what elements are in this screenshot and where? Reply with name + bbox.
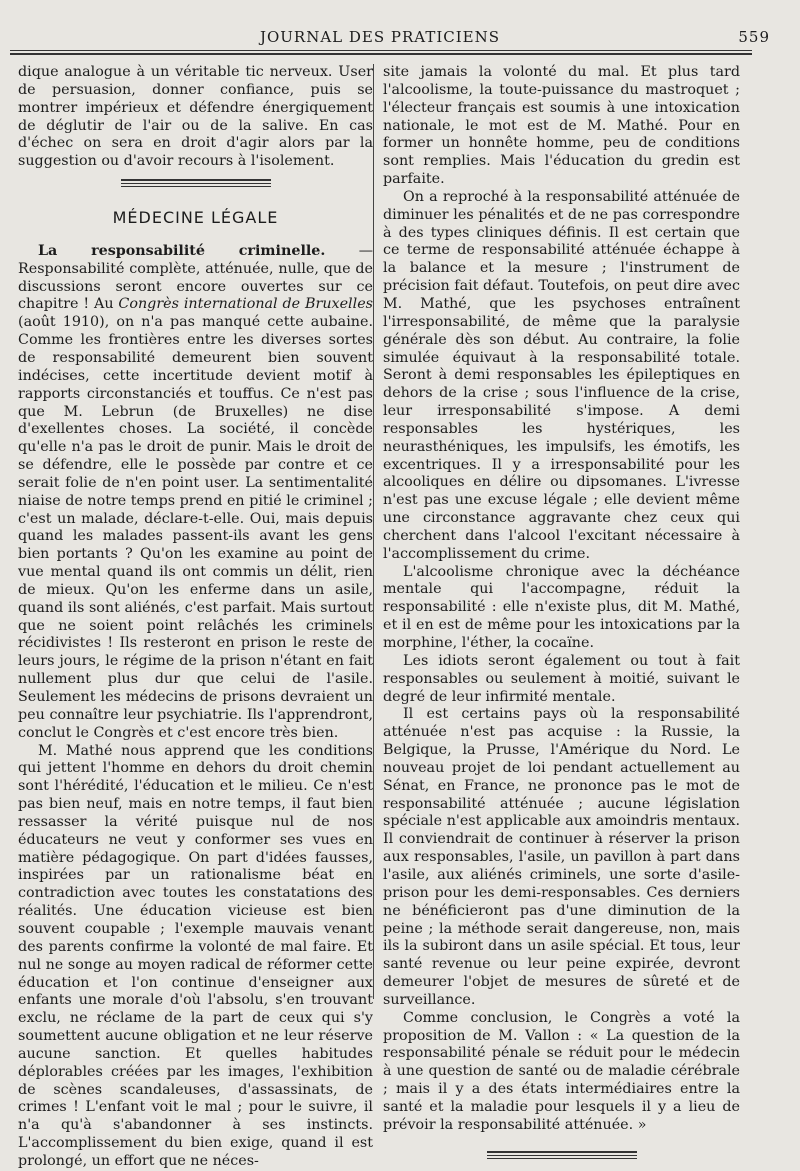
- section-separator: [121, 179, 271, 184]
- article-runin-title: La responsabilité criminelle.: [38, 242, 326, 259]
- paragraph: Les idiots seront également ou tout à fait responsables ou seulement à moitié, suivant le degré de leur infirmité mentale.: [383, 652, 740, 705]
- end-rule: [487, 1151, 637, 1156]
- section-title: MÉDECINE LÉGALE: [112, 208, 279, 228]
- column-divider: [373, 64, 374, 999]
- paragraph: Il est certains pays où la responsabilité atténuée n'est pas acquise : la Russie, la Belgique, la Prusse, l'Amérique du Nord. Le nouveau projet de loi pendant actuellement au Sénat, en France, ne prononce pas le mot de responsabilité atténuée ; aucune législation spéciale n'est applicable aux amoindris mentaux. Il conviendrait de continuer à réserver la prison aux responsables, l'asile, un pavillon à part dans l'asile, aux aliénés criminels, une sorte d'asile-prison pour les demi-responsables. Ces derniers ne bénéficieront pas d'une diminution de la peine ; la méthode serait dangereuse, non, mais ils la subiront dans un asile spécial. Et tous, leur santé revenue ou leur peine expirée, devront demeurer l'objet de mesures de sûreté et de surveillance.: [383, 706, 740, 1008]
- paragraph: Comme conclusion, le Congrès a voté la proposition de M. Vallon : « La question de la responsabilité pénale se réduit pour le médecin à une question de santé ou de maladie cérébrale ; mais il y a des états intermédiaires entre la santé et la maladie pour lesquels il y a lieu de prévoir la responsabilité atténuée. »: [383, 1009, 740, 1133]
- right-column: [383, 64, 740, 1159]
- header-rule: [10, 50, 752, 55]
- paragraph: M. Mathé nous apprend que les conditions qui jettent l'homme en dehors du droit chemin sont l'hérédité, l'éducation et le milieu. Ce n'est pas bien neuf, mais en notre temps, il faut bien ressasser la vérité puisque nul de nos éducateurs ne veut y conformer ses vues en matière pédagogique. On part d'idées fausses, inspirées par un rationalisme béat en contradiction avec toutes les constatations des réalités. Une éducation vicieuse est bien souvent coupable ; l'exemple mauvais venant des parents confirme la volonté de mal faire. Et nul ne songe au moyen radical de réformer cette éducation et l'on continue d'enseigner aux enfants une morale d'où l'absolu, s'en trouvant exclu, ne réclame de la part de ceux qui s'y soumettent aucune obligation et ne leur réserve aucune sanction. Et quelles habitudes déplorables créées par les images, l'exhibition de scènes scandaleuses, d'assassinats, de crimes ! L'enfant voit le mal ; pour le suivre, il n'a qu'à s'abandonner à ses instincts. L'accomplissement du bien exige, quand il est prolongé, un effort que ne néces-: [18, 742, 373, 1169]
- paragraph: site jamais la volonté du mal. Et plus tard l'alcoolisme, la toute-puissance du mastroquet ; l'électeur français est soumis à une intoxication nationale, le mot est de M. Mathé. Pour en former un honnête homme, peu de conditions sont remplies. Mais l'éducation du gredin est parfaite.: [383, 64, 740, 188]
- left-column: [18, 64, 373, 1171]
- paragraph: On a reproché à la responsabilité atténuée de diminuer les pénalités et de ne pas correspondre à des types cliniques définis. Il est certain que ce terme de responsabilité atténuée échappe à la balance et la mesure ; l'instrument de précision fait défaut. Toutefois, on peut dire avec M. Mathé, que les psychoses entraînent l'irresponsabilité, de même que la paralysie générale dès son début. Au contraire, la folie simulée équivaut à la responsabilité totale. Seront à demi responsables les épileptiques en dehors de la crise ; sous l'influence de la crise, leur irresponsabilité s'impose. A demi responsables les hystériques, les neurasthéniques, les impulsifs, les émotifs, les excentriques. Il y a irresponsabilité pour les alcooliques en délire ou dipsomanes. L'ivresse n'est pas une excuse légale ; elle devient même une circonstance aggravante chez ceux qui cherchent dans l'alcool l'excitant nécessaire à l'accomplissement du crime.: [383, 188, 740, 562]
- congress-name: Congrès international de Bruxelles: [118, 296, 373, 313]
- page-number: 559: [738, 28, 770, 46]
- section-separator-thin: [121, 186, 271, 187]
- paragraph: La responsabilité criminelle. — Responsabilité complète, atténuée, nulle, que de discussions seront encore ouvertes sur ce chapitre ! Au Congrès international de Bruxelles (août 1910), on n'a pas manqué cette aubaine. Comme les frontières entre les diverses sortes de responsabilité demeurent bien souvent indécises, cette incertitude devient motif à rapports circonstanciés et touffus. Ce n'est pas que M. Lebrun (de Bruxelles) ne dise d'exellentes choses. La société, il concède qu'elle n'a pas le droit de punir. Mais le droit de se défendre, elle le possède par contre et ce serait folie de n'en point user. La sentimentalité niaise de notre temps prend en pitié le criminel ; c'est un malade, déclare-t-elle. Oui, mais depuis quand les malades passent-ils avant les gens bien portants ? Qu'on les examine au point de vue mental quand ils ont commis un délit, rien de mieux. Qu'on les enferme dans un asile, quand ils sont aliénés, c'est parfait. Mais surtout que ne soient point relâchés les criminels récidivistes ! Ils resteront en prison le reste de leurs jours, le régime de la prison n'étant en fait nullement plus dur que celui de l'asile. Seulement les médecins de prisons devraient un peu connaître leur psychiatrie. Ils l'apprendront, conclut le Congrès et c'est encore très bien.: [18, 242, 373, 741]
- running-header: [0, 24, 800, 46]
- journal-title: JOURNAL DES PRATICIENS: [259, 28, 501, 46]
- paragraph: L'alcoolisme chronique avec la déchéance mentale qui l'accompagne, réduit la responsabilité : elle n'existe plus, dit M. Mathé, et il en est de même pour les intoxications par la morphine, l'éther, la cocaïne.: [383, 563, 740, 651]
- paragraph: dique analogue à un véritable tic nerveux. User de persuasion, donner confiance, puis se montrer impérieux et défendre énergiquement de déglutir de l'air ou de la salive. En cas d'échec on sera en droit d'agir alors par la suggestion ou d'avoir recours à l'isolement.: [18, 64, 373, 170]
- end-rule-thin: [487, 1158, 637, 1159]
